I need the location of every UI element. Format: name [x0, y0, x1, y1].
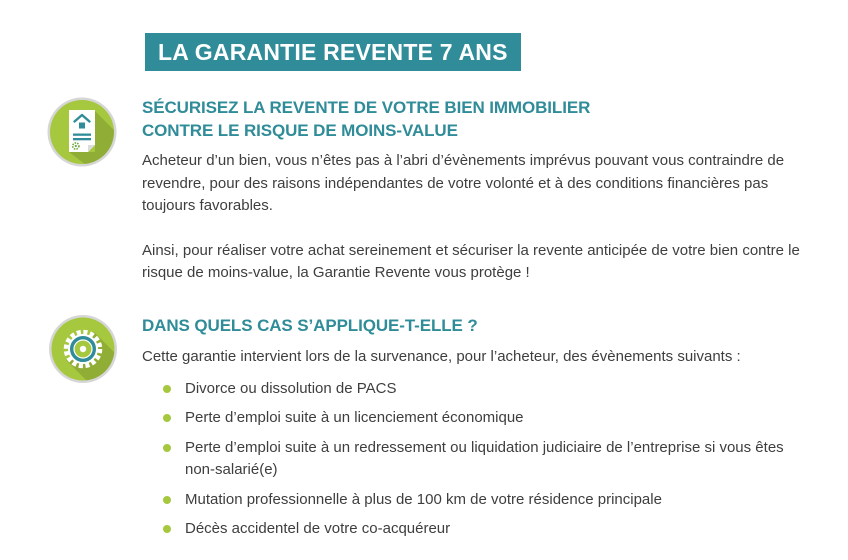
house-certificate-icon-svg	[46, 96, 118, 168]
event-list	[142, 378, 838, 541]
bullet-icon	[163, 444, 171, 452]
section-heading	[142, 96, 818, 142]
section-heading: DANS QUELS CAS S’APPLIQUE-T-ELLE ?	[142, 316, 478, 335]
list-item	[163, 437, 838, 482]
list-item-text: Mutation professionnelle à plus de 100 km de votre résidence principale	[185, 490, 662, 508]
page-title: LA GARANTIE REVENTE 7 ANS	[158, 38, 508, 65]
paragraph-events-risk: Acheteur d’un bien, vous n’êtes pas à l’abri d’évènements imprévus pouvant vous contraindre de revendre, pour des raisons indépendantes de votre volonté et à des conditions financières pas toujours favorables.	[142, 152, 785, 214]
list-item-text: Décès accidentel de votre co-acquéreur	[185, 520, 451, 537]
title-banner	[145, 33, 521, 71]
house-certificate-icon	[46, 96, 118, 168]
list-item-text: Divorce ou dissolution de PACS	[185, 379, 397, 397]
section-application-cases	[142, 314, 838, 548]
paragraph-guarantee-protects: Ainsi, pour réaliser votre achat sereinement et sécuriser la revente anticipée de votre bien contre le risque de moins-value, la Garantie Revente vous protège !	[142, 241, 800, 281]
list-item	[163, 518, 838, 541]
section-heading-line2: CONTRE LE RISQUE DE MOINS-VALUE	[142, 121, 458, 140]
list-item	[163, 378, 838, 401]
list-item-text: Perte d’emploi suite à un licenciement économique	[185, 409, 524, 426]
list-item	[163, 407, 838, 430]
gear-target-icon	[48, 314, 118, 384]
bullet-icon	[163, 496, 171, 504]
events-intro: Cette garantie intervient lors de la survenance, pour l’acheteur, des évènements suivants :	[142, 348, 741, 365]
section-heading-line1: SÉCURISEZ LA REVENTE DE VOTRE BIEN IMMOBILIER	[142, 98, 591, 117]
gear-target-icon-svg	[48, 314, 118, 384]
bullet-icon	[163, 525, 171, 533]
bullet-icon	[163, 385, 171, 393]
list-item-text: Perte d’emploi suite à un redressement ou liquidation judiciaire de l’entreprise si vous êtes non-salarié(e)	[185, 438, 784, 478]
list-item	[163, 489, 838, 512]
bullet-icon	[163, 414, 171, 422]
section-resale-guarantee	[142, 96, 818, 285]
